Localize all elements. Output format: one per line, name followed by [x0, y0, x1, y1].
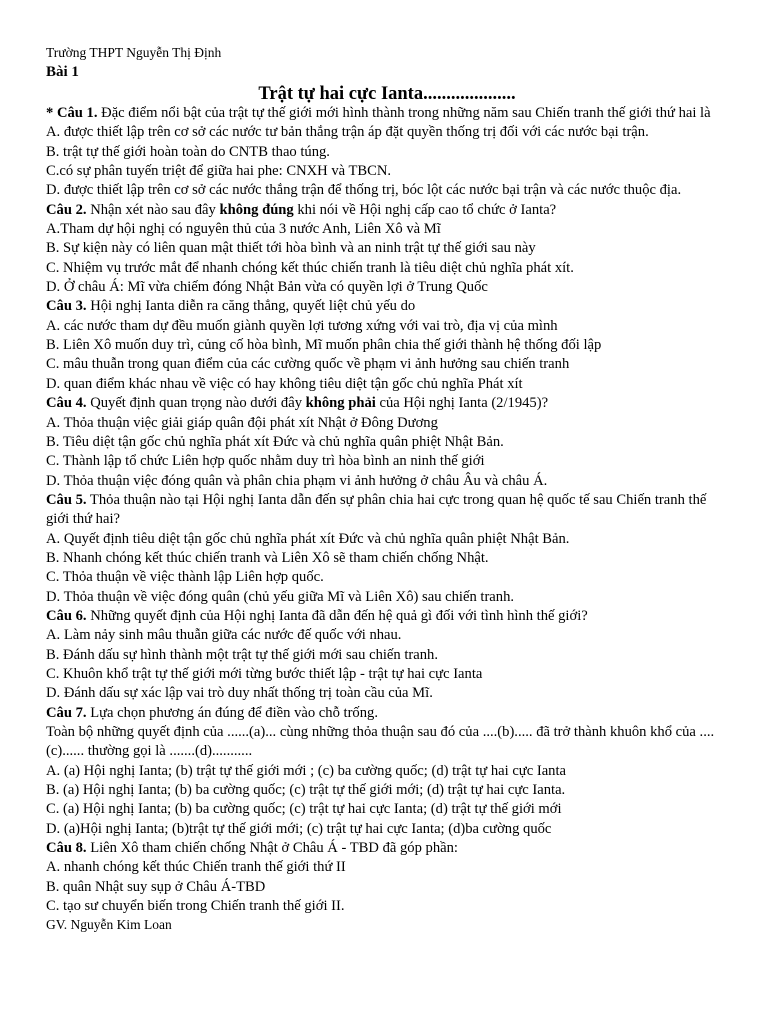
answer-option: B. Tiêu diệt tận gốc chủ nghĩa phát xít Đức và chủ nghĩa quân phiệt Nhật Bản.	[46, 433, 504, 450]
question-text: Liên Xô tham chiến chống Nhật ở Châu Á - TBD đã góp phần:	[86, 840, 458, 857]
question-stem	[46, 201, 728, 220]
question-block	[46, 394, 728, 491]
school-name: Trường THPT Nguyễn Thị Định	[46, 45, 222, 60]
answer-option: A. Làm nảy sinh mâu thuẫn giữa các nước đế quốc với nhau.	[46, 627, 402, 644]
answer-option: D. Thỏa thuận việc đóng quân và phân chia phạm vi ảnh hưởng ở châu Âu và châu Á.	[46, 472, 548, 489]
question-text: Đặc điểm nổi bật của trật tự thế giới mới hình thành trong những năm sau Chiến tranh thế giới thứ hai là	[97, 105, 711, 121]
question-stem	[46, 704, 728, 723]
question-text: Những quyết định của Hội nghị Ianta đã dẫn đến hệ quả gì đối với tình hình thế giới?	[86, 607, 588, 624]
question-list	[46, 104, 728, 916]
answer-option: B. Đánh dấu sự hình thành một trật tự thế giới mới sau chiến tranh.	[46, 646, 438, 663]
answer-option: C.có sự phân tuyến triệt để giữa hai phe: CNXH và TBCN.	[46, 163, 392, 180]
author-footer: GV. Nguyễn Kim Loan	[46, 917, 172, 933]
answer-option: C. (a) Hội nghị Ianta; (b) ba cường quốc; (c) trật tự hai cực Ianta; (d) trật tự thế giới mới	[46, 801, 562, 818]
answer-option: A. (a) Hội nghị Ianta; (b) trật tự thế giới mới ; (c) ba cường quốc; (d) trật tự hai cực Ianta	[46, 762, 566, 779]
answer-option: D. (a)Hội nghị Ianta; (b)trật tự thế giới mới; (c) trật tự hai cực Ianta; (d)ba cường quốc	[46, 820, 552, 837]
answer-option: B. Liên Xô muốn duy trì, củng cố hòa bình, Mĩ muốn phân chia thế giới thành hệ thống đối lập	[46, 337, 602, 354]
answer-option: A. Thỏa thuận việc giải giáp quân đội phát xít Nhật ở Đông Dương	[46, 414, 438, 431]
question-text-end: của Hội nghị Ianta (2/1945)?	[375, 395, 549, 412]
answer-option: C. mâu thuẫn trong quan điểm của các cường quốc về phạm vi ảnh hưởng sau chiến tranh	[46, 356, 570, 373]
question-number: Câu 2.	[46, 201, 87, 218]
answer-option: A. các nước tham dự đều muốn giành quyền lợi tương xứng với vai trò, địa vị của mình	[46, 317, 558, 334]
question-number: Câu 8.	[46, 840, 87, 857]
question-number: Câu 6.	[46, 607, 87, 624]
answer-option: C. tạo sư chuyển biến trong Chiến tranh thế giới II.	[46, 898, 345, 915]
answer-option: B. Nhanh chóng kết thúc chiến tranh và Liên Xô sẽ tham chiến chống Nhật.	[46, 549, 489, 566]
question-text: Lựa chọn phương án đúng để điền vào chỗ trống.	[86, 704, 378, 721]
question-stem	[46, 297, 728, 316]
lesson-label: Bài 1	[46, 64, 79, 80]
answer-option: B. (a) Hội nghị Ianta; (b) ba cường quốc; (c) trật tự thế giới mới; (d) trật tự hai cực Ianta.	[46, 782, 566, 799]
question-emphasis: không đúng	[219, 201, 294, 218]
answer-option: A. Quyết định tiêu diệt tận gốc chủ nghĩa phát xít Đức và chủ nghĩa quân phiệt Nhật Bản.	[46, 530, 570, 547]
question-text: Quyết định quan trọng nào dưới đây	[86, 395, 306, 412]
question-stem	[46, 607, 728, 626]
question-block	[46, 297, 728, 394]
answer-option: A.Tham dự hội nghị có nguyên thủ của 3 nước Anh, Liên Xô và Mĩ	[46, 221, 441, 238]
answer-option: Toàn bộ những quyết định của ......(a)... cùng những thỏa thuận sau đó của ....(b)..... đã trở thành khuôn khổ của ....(c)...... thường gọi là .......(d)...........	[46, 724, 715, 760]
answer-option: C. Thành lập tổ chức Liên hợp quốc nhằm duy trì hòa bình an ninh thế giới	[46, 453, 485, 470]
question-number: Câu 7.	[46, 704, 87, 721]
question-block	[46, 704, 728, 839]
question-stem	[46, 104, 728, 123]
question-stem	[46, 491, 728, 530]
answer-option: B. Sự kiện này có liên quan mật thiết tới hòa bình và an ninh trật tự thế giới sau này	[46, 240, 536, 257]
question-block	[46, 607, 728, 704]
question-number: Câu 5.	[46, 491, 87, 508]
document-title: Trật tự hai cực Ianta....................	[258, 84, 516, 104]
question-block	[46, 839, 728, 916]
answer-option: D. quan điểm khác nhau về việc có hay không tiêu diệt tận gốc chủ nghĩa Phát xít	[46, 375, 523, 392]
answer-option: C. Nhiệm vụ trước mắt để nhanh chóng kết thúc chiến tranh là tiêu diệt chủ nghĩa phát xít.	[46, 259, 574, 276]
question-text-end: khi nói về Hội nghị cấp cao tổ chức ở Ianta?	[293, 201, 557, 218]
answer-option: D. Ở châu Á: Mĩ vừa chiếm đóng Nhật Bản vừa có quyền lợi ở Trung Quốc	[46, 279, 488, 296]
answer-option: A. được thiết lập trên cơ sở các nước tư bản thắng trận áp đặt quyền thống trị đối với các nước bại trận.	[46, 124, 649, 141]
answer-option: C. Thỏa thuận về việc thành lập Liên hợp quốc.	[46, 569, 324, 586]
answer-option: A. nhanh chóng kết thúc Chiến tranh thế giới thứ II	[46, 859, 346, 876]
answer-option: B. quân Nhật suy sụp ở Châu Á-TBD	[46, 878, 266, 895]
question-block	[46, 491, 728, 607]
question-emphasis: không phải	[305, 395, 376, 412]
answer-option: D. Thỏa thuận về việc đóng quân (chủ yếu giữa Mĩ và Liên Xô) sau chiến tranh.	[46, 588, 515, 605]
question-text: Nhận xét nào sau đây	[86, 201, 220, 218]
question-block	[46, 201, 728, 298]
answer-option: B. trật tự thế giới hoàn toàn do CNTB thao túng.	[46, 143, 330, 160]
answer-option: D. được thiết lập trên cơ sở các nước thắng trận để thống trị, bóc lột các nước bại trận và các nước thuộc địa.	[46, 182, 682, 199]
question-text: Thỏa thuận nào tại Hội nghị Ianta dẫn đến sự phân chia hai cực trong quan hệ quốc tế sau Chiến tranh thế giới thứ hai?	[46, 491, 707, 528]
question-number: Câu 3.	[46, 298, 87, 315]
question-number: * Câu 1.	[46, 105, 98, 121]
question-number: Câu 4.	[46, 395, 87, 412]
question-text: Hội nghị Ianta diễn ra căng thẳng, quyết liệt chủ yếu do	[86, 298, 416, 315]
answer-option: C. Khuôn khổ trật tự thế giới mới từng bước thiết lập - trật tự hai cực Ianta	[46, 665, 483, 682]
question-stem	[46, 839, 728, 858]
question-stem	[46, 394, 728, 413]
answer-option: D. Đánh dấu sự xác lập vai trò duy nhất thống trị toàn cầu của Mĩ.	[46, 685, 433, 702]
question-block	[46, 104, 728, 201]
